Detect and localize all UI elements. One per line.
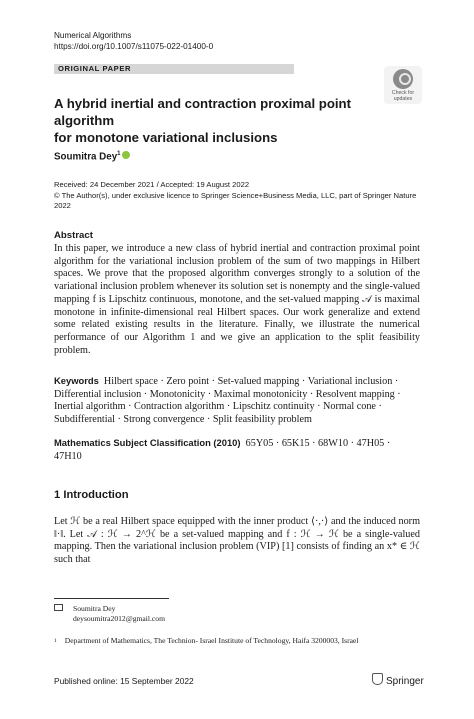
corresponding-author-name: Soumitra Dey: [73, 604, 116, 613]
paper-title: [54, 95, 374, 146]
springer-horse-icon: [372, 673, 383, 685]
journal-header: [54, 30, 213, 52]
orcid-icon[interactable]: [122, 151, 130, 159]
keywords-list: Hilbert space · Zero point · Set-valued mapping · Variational inclusion · Differential inclusion · Monotonicity · Maximal monotonicity · Resolvent mapping · Inertial algorithm · Contraction algorithm · Lipschitz continuity · Normal cone · Subdifferential · Strong convergence · Split feasibility problem: [54, 376, 401, 426]
doi-link[interactable]: https://doi.org/10.1007/s11075-022-01400-0: [54, 42, 214, 51]
introduction-heading: 1 Introduction: [54, 489, 129, 501]
abstract-heading: Abstract: [54, 230, 93, 241]
author-affiliation-sup: 1: [117, 151, 121, 157]
badge-text-line1: Check for: [391, 90, 415, 96]
keywords-label: Keywords: [54, 375, 99, 386]
msc-codes: 65Y05 · 65K15 · 68W10 · 47H05 · 47H10: [54, 438, 391, 462]
msc-label: Mathematics Subject Classification (2010): [54, 437, 241, 448]
badge-text-line2: updates: [393, 96, 413, 102]
publisher-logo: [372, 673, 424, 687]
copyright-notice: © The Author(s), under exclusive licence to Springer Science+Business Media, LLC, part of Springer Nature 2022: [54, 190, 417, 210]
publisher-name: Springer: [386, 676, 424, 687]
author-line: [54, 148, 130, 163]
footnote-rule: [54, 598, 169, 599]
email-icon: [54, 604, 63, 611]
received-accepted: Received: 24 December 2021 / Accepted: 19 August 2022: [54, 180, 250, 189]
msc-block: [54, 437, 420, 463]
paper-type-label: ORIGINAL PAPER: [58, 64, 132, 73]
introduction-text: Let ℋ be a real Hilbert space equipped with the inner product ⟨·,·⟩ and the induced norm ‖·‖. Let 𝒜 : ℋ → 2^ℋ be a set-valued mapping and f : ℋ → ℋ be a single-valued mapping. Then the variational inclusion problem (VIP) [1] consists of finding an x* ∈ ℋ such that: [54, 516, 420, 566]
journal-name: Numerical Algorithms: [54, 31, 132, 40]
affiliation-footnote: [54, 636, 420, 648]
corresponding-author: [54, 604, 165, 624]
title-line-1: A hybrid inertial and contraction proximal point algorithm: [54, 96, 351, 128]
check-for-updates-badge[interactable]: [384, 66, 422, 104]
author-name[interactable]: Soumitra Dey: [54, 151, 118, 163]
check-updates-icon: [393, 69, 413, 89]
article-dates: [54, 180, 434, 212]
title-line-2: for monotone variational inclusions: [54, 130, 278, 145]
abstract-text: In this paper, we introduce a new class of hybrid inertial and contraction proximal point algorithm for the variational inclusion problem of the sum of two mappings in Hilbert spaces. We prove that the proposed algorithm converges strongly to a solution of the variational inclusion problem whenever its solution set is nonempty and the single-valued mapping f is Lipschitz continuous, monotone, and the set-valued mapping 𝒜 is maximal monotone in infinite-dimensional real Hilbert spaces. Our work generalize and extend some related existing results in the literature. Finally, we illustrate the numerical performance of our Algorithm 1 and we give an application to the split feasibility problem.: [54, 243, 420, 356]
keywords-block: [54, 375, 420, 427]
corresponding-author-email[interactable]: deysoumitra2012@gmail.com: [73, 614, 165, 623]
affiliation-sup: 1: [54, 638, 57, 644]
published-online: Published online: 15 September 2022: [54, 676, 194, 686]
affiliation-text: Department of Mathematics, The Technion- Israel Institute of Technology, Haifa 3200003, Israel: [64, 636, 359, 645]
